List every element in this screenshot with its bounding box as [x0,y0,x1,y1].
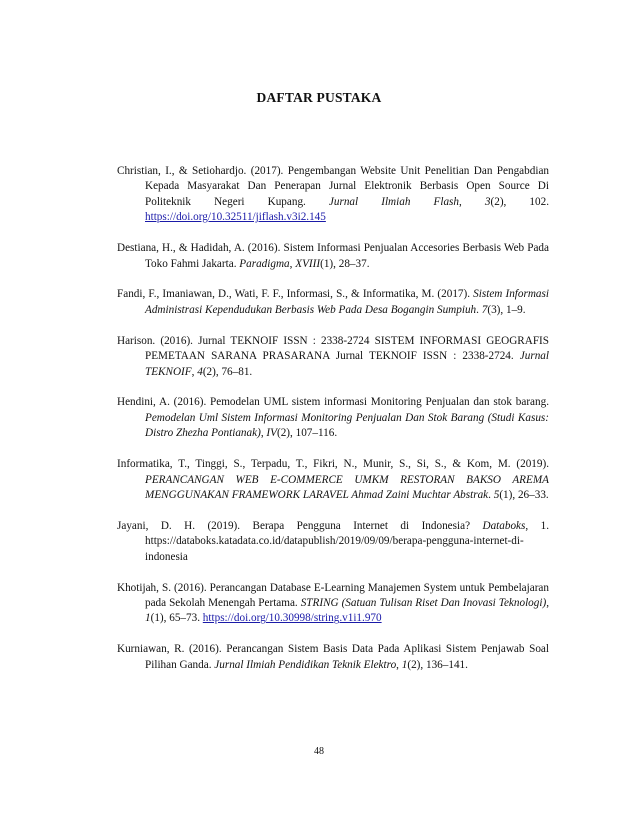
ref-text: (2), 136–141. [407,658,468,671]
page-title: DAFTAR PUSTAKA [256,90,382,105]
ref-text: , [459,195,485,208]
ref-text: Kurniawan, R. (2016). Perancangan Sistem Basis Data Pada Aplikasi Sistem Penjawab Soal Pilihan Ganda. [117,643,549,671]
ref-text: Jayani, D. H. (2019). Berapa Pengguna Internet di Indonesia? [117,519,483,532]
ref-text: Hendini, A. (2016). Pemodelan UML sistem informasi Monitoring Penjualan dan stok barang. [117,396,549,409]
ref-text: , 1. https://databoks.katadata.co.id/datapublish/2019/09/09/berapa-pengguna-internet-di-indonesia [145,519,550,563]
reference-list [117,164,549,689]
ref-text: Khotijah, S. (2016). Perancangan Database E-Learning Manajemen System untuk Pembelajaran pada Sekolah Menengah Pertama. [117,581,549,610]
reference-entry [117,164,549,226]
ref-volume: 1 [401,658,408,671]
ref-text: , [191,365,198,378]
ref-text: , [396,658,402,671]
page-number: 48 [314,746,324,757]
reference-entry [117,287,549,318]
ref-text: . [476,303,482,316]
doi-link[interactable]: https://doi.org/10.30998/string.v1i1.970 [202,612,382,625]
ref-text: Christian, I., & Setiohardjo. (2017). Pengembangan Website Unit Penelitian Dan Pengabdian Kepada Masyarakat Dan Penerapan Jurnal Elektronik Berbasis Open Source Di Politeknik Negeri Kupang. [117,165,549,208]
reference-entry [117,334,549,380]
reference-entry [117,457,549,503]
ref-text: , [260,427,267,440]
ref-text: (2), 76–81. [202,365,253,378]
reference-entry [117,519,549,565]
ref-volume: 7 [481,303,488,316]
ref-volume: 5 [493,489,500,501]
ref-text: (1), 28–37. [320,257,370,270]
ref-journal: PERANCANGAN WEB E-COMMERCE UMKM RESTORAN BAKSO AREMA MENGGUNAKAN FRAMEWORK LARAVEL Ahmad Zaini Muchtar Abstrak [145,473,549,501]
ref-volume: 1 [145,612,151,625]
doi-link[interactable]: https://doi.org/10.32511/jiflash.v3i2.145 [145,211,326,224]
ref-text: (2), 107–116. [276,427,338,440]
ref-text: Destiana, H., & Hadidah, A. (2016). Sistem Informasi Penjualan Accesories Berbasis Web Pada Toko Fahmi Jakarta. [117,242,549,270]
reference-entry [117,241,549,272]
ref-journal: Jurnal Ilmiah Flash [328,195,460,208]
reference-entry [117,581,549,627]
ref-volume: 4 [197,365,203,378]
ref-text: (1), 26–33. [499,489,549,501]
ref-text: , [546,597,549,610]
ref-journal: Sistem Informasi Administrasi Kependudukan Berbasis Web Pada Desa Bogangin Sumpiuh [145,288,549,316]
ref-text: (2), 102. [490,195,550,208]
ref-journal: Databoks [482,519,526,532]
ref-text: (3), 1–9. [487,303,526,316]
reference-entry [117,642,549,673]
ref-volume: 3 [484,195,491,208]
ref-journal: Jurnal Ilmiah Pendidikan Teknik Elektro [214,658,397,671]
ref-journal: Pemodelan Uml Sistem Informasi Monitoring Penjualan Dan Stok Barang (Studi Kasus: Distro Zhezha Pontianak) [145,411,549,440]
ref-text: (1), 65–73. [150,612,203,625]
reference-entry [117,395,549,441]
ref-text: . [488,489,494,501]
ref-journal: STRING (Satuan Tulisan Riset Dan Inovasi Teknologi) [300,597,547,610]
ref-volume: XVIII [295,257,321,270]
ref-volume: IV [266,427,277,440]
ref-journal: Jurnal TEKNOIF [145,350,549,378]
ref-text: Informatika, T., Tinggi, S., Terpadu, T., Fikri, N., Munir, S., Si, S., & Kom, M. (2019). [117,458,549,471]
ref-text: , [289,257,296,270]
ref-text: Fandi, F., Imaniawan, D., Wati, F. F., Informasi, S., & Informatika, M. (2017). [117,288,474,301]
ref-text: Harison. (2016). Jurnal TEKNOIF ISSN : 2338-2724 SISTEM INFORMASI GEOGRAFIS PEMETAAN SARANA PRASARANA Jurnal TEKNOIF ISSN : 2338-2724. [117,334,549,363]
ref-journal: Paradigma [239,257,290,270]
